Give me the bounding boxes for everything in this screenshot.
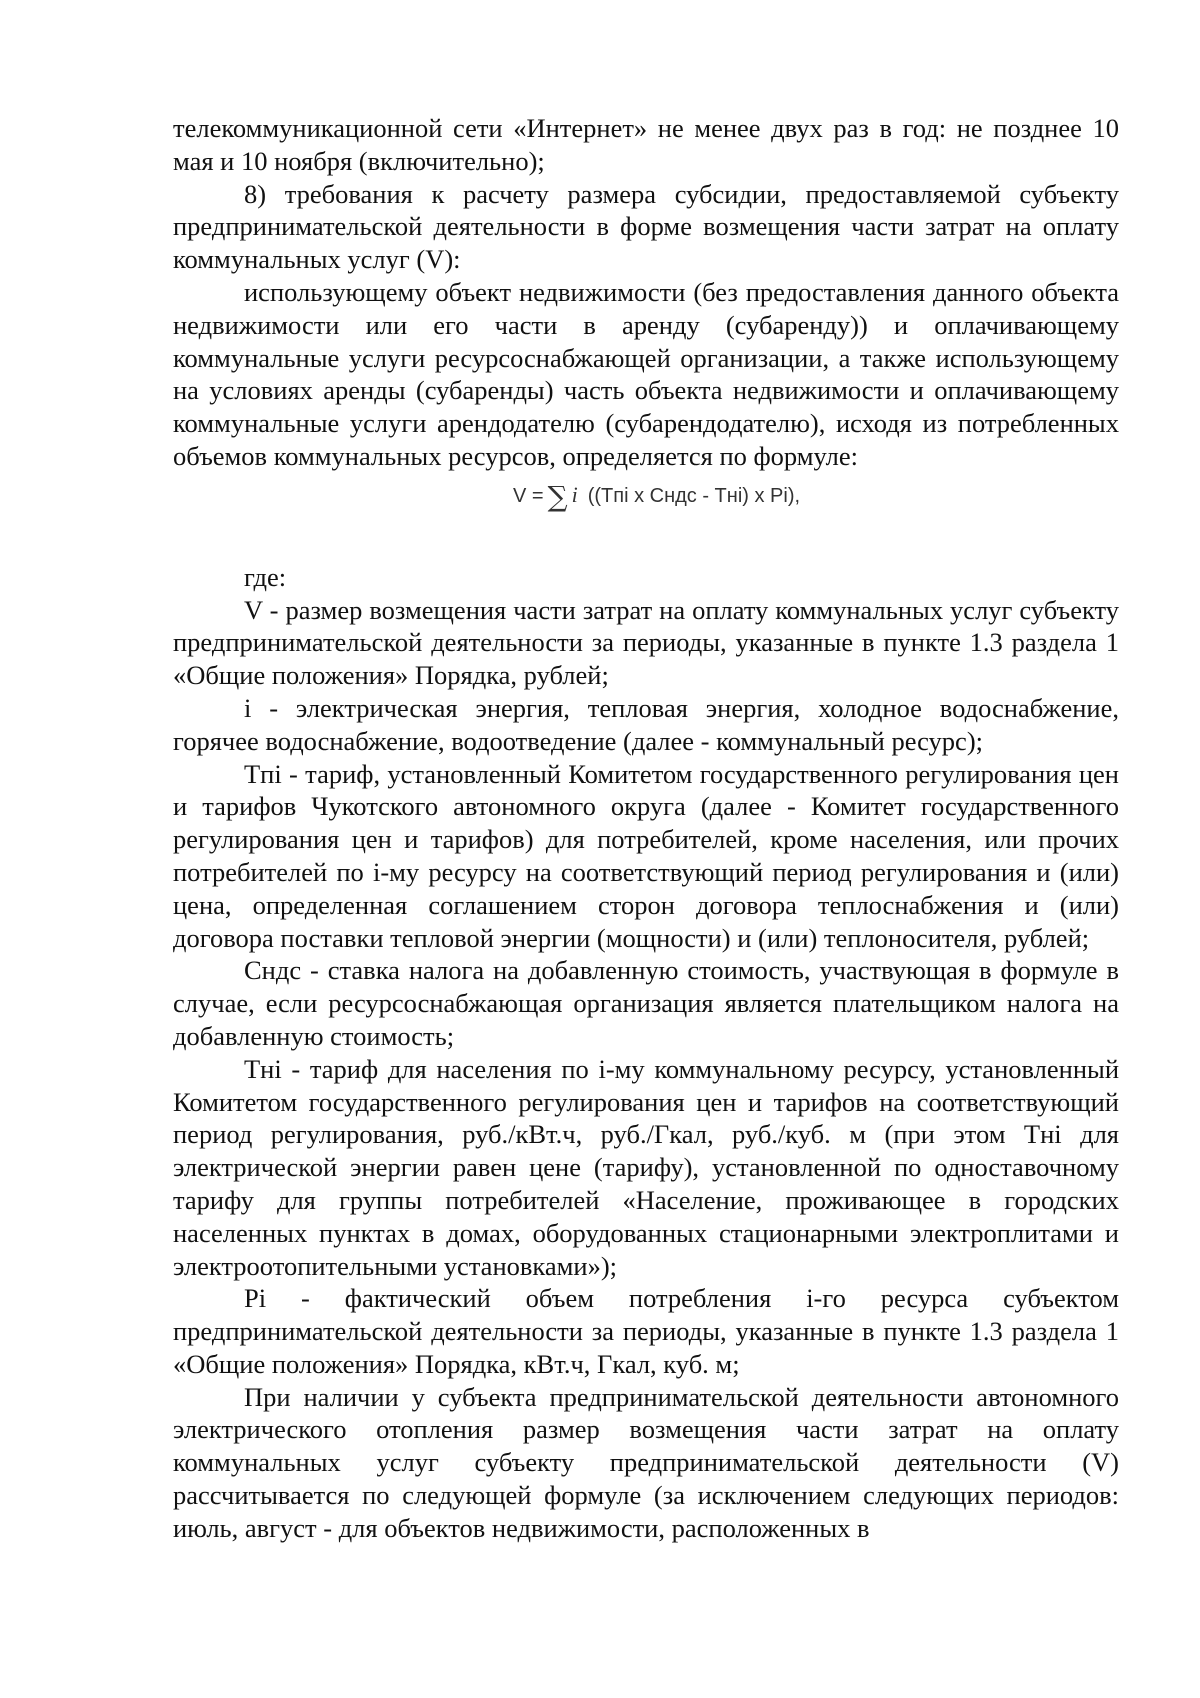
sum-sign: ∑	[547, 479, 568, 513]
formula-lhs: V =	[513, 484, 544, 507]
where-label: где:	[244, 561, 287, 592]
definition-i: i - электрическая энергия, тепловая энергия, холодное водоснабжение, горячее водоснабжение, водоотведение (далее - коммунальный ресурс);	[173, 692, 1119, 756]
definition-cnds: Cндс - ставка налога на добавленную стоимость, участвующая в формуле в случае, если ресурсоснабжающая организация является плательщиком налога на добавленную стоимость;	[173, 955, 1119, 1051]
definition-tni: Tнi - тариф для населения по i-му коммунальному ресурсу, установленный Комитетом государственного регулирования цен и тарифов на соответствующий период регулирования, руб./кВт.ч, руб./Гкал, руб./куб. м (при этом Тнi для электрической энергии равен цене (тарифу), установленной по одноставочному тарифу для группы потребителей «Население, проживающее в городских населенных пунктах в домах, оборудованных стационарными электроплитами и электроотопительными установками»);	[173, 1053, 1119, 1281]
formula-expression	[513, 481, 800, 511]
paragraph-item-8: 8) требования к расчету размера субсидии, предоставляемой субъекту предпринимательской деятельности в форме возмещения части затрат на оплату коммунальных услуг (V):	[173, 178, 1119, 275]
definition-v: V - размер возмещения части затрат на оплату коммунальных услуг субъекту предпринимательской деятельности за периоды, указанные в пункте 1.3 раздела 1 «Общие положения» Порядка, рублей;	[173, 594, 1119, 691]
document-body	[173, 112, 1119, 1545]
definition-pi: Pi - фактический объем потребления i-го ресурса субъектом предпринимательской деятельности за периоды, указанные в пункте 1.3 раздела 1 «Общие положения» Порядка, кВт.ч, Гкал, куб. м;	[173, 1283, 1119, 1379]
definition-tpi: Tпi - тариф, установленный Комитетом государственного регулирования цен и тарифов Чукотского автономного округа (далее - Комитет государственного регулирования цен и тарифов) для потребителей, кроме населения, или прочих потребителей по i-му ресурсу на соответствующий период регулирования и (или) цена, определенная соглашением сторон договора теплоснабжения и (или) договора поставки тепловой энергии (мощности) и (или) теплоносителя, рублей;	[173, 758, 1119, 953]
paragraph-continuation: телекоммуникационной сети «Интернет» не менее двух раз в год: не позднее 10 мая и 10 ноября (включительно);	[173, 113, 1119, 176]
sum-index: i	[571, 481, 578, 507]
formula-rhs: ((Tпi x Cндс - Tнi) x Pi),	[587, 484, 801, 507]
paragraph-subsidy-rule: использующему объект недвижимости (без предоставления данного объекта недвижимости или его части в аренду (субаренду)) и оплачивающему коммунальные услуги ресурсоснабжающей организации, а также использующему на условиях аренды (субаренды) часть объекта недвижимости и оплачивающему коммунальные услуги арендодателю (субарендодателю), исходя из потребленных объемов коммунальных ресурсов, определяется по формуле:	[173, 276, 1119, 471]
formula	[173, 473, 1119, 561]
paragraph-autonomous-heating: При наличии у субъекта предпринимательской деятельности автономного электрического отопления размер возмещения части затрат на оплату коммунальных услуг субъекту предпринимательской деятельности (V) рассчитывается по следующей формуле (за исключением следующих периодов: июль, август - для объектов недвижимости, расположенных в	[173, 1381, 1119, 1543]
